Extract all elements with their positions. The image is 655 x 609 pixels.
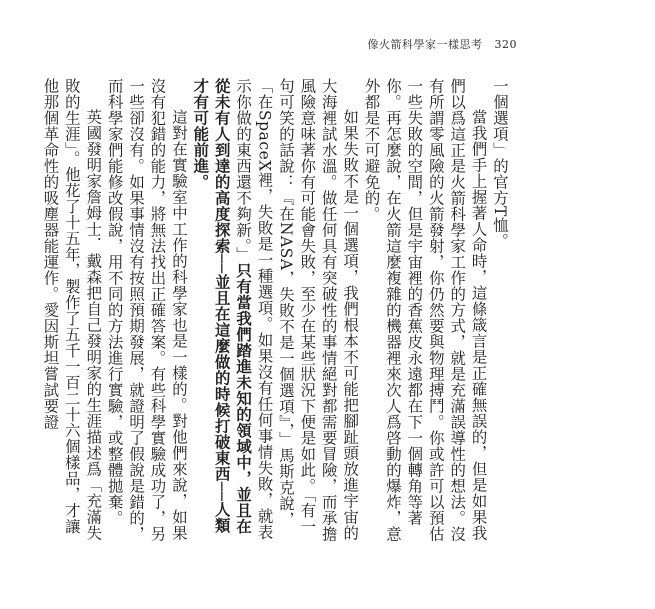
paragraph: [189, 78, 360, 548]
paragraph-text: 這對在實驗室中工作的科學家也是一樣的。對他們來說，如果沒有犯錯的能力，將無法找出正確答案。有些科學實驗成功了，另一些卻沒有。如果事情沒有按照預期發展，就證明了假說是錯的，而科學家們能修改假說，用不同的方法進行實驗，或整體拋棄。: [105, 78, 188, 542]
paragraph-text: 當我們手上握著人命時，這條箴言是正確無誤的，但是如果我們以爲這正是火箭科學家工作的方式，就是充滿誤導性的想法。沒有所謂零風險的火箭發射，你仍然要與物理搏鬥。你或許可以預估一些失敗的空間，但是宇宙裡的香蕉皮永遠都在下一個轉角等著你。再怎麼說，在火箭這麼複雜的機器裡來次人爲啓動的爆炸，意外都是不可避免的。: [362, 78, 488, 542]
paragraph-text: 英國發明家詹姆士．戴森把自己發明家的生涯描述爲「充滿失敗的生涯」。他花了十五年，製作了五千一百二十六個樣品，才讓他那個革命性的吸塵器能運作。愛因斯坦嘗試要證: [41, 78, 103, 541]
body-text: [41, 78, 510, 548]
paragraph: [39, 78, 103, 548]
running-header: [368, 36, 518, 52]
paragraph: [360, 78, 488, 548]
paragraph: [489, 78, 510, 548]
page-number: 320: [494, 38, 517, 51]
emphasized-text: 只有當我們踏進未知的領域中，並且在從未有人到達的高度探索──並且在這麼做的時候打破東西──人類才有可能前進。: [191, 78, 253, 535]
paragraph: [103, 78, 189, 548]
book-title: 像火箭科學家一樣思考: [367, 38, 483, 51]
paragraph-text: 如果失敗不是一個選項，我們根本不可能把腳趾頭放進宇宙的大海裡試水溫。做任何具有突破性的事情絕對都需要冒險，而承擔風險意味著你有可能會失敗，至少在某些狀況下便是如此。「有一句可笑的話說：『在NASA，失敗不是一個選項』，」馬斯克說，「在SpaceX裡，失敗是一種選項。如果沒有任何事情失敗，就表示你做的東西還不夠新。」: [234, 78, 360, 542]
paragraph-text: 一個選項」的官方T恤。: [491, 78, 509, 249]
